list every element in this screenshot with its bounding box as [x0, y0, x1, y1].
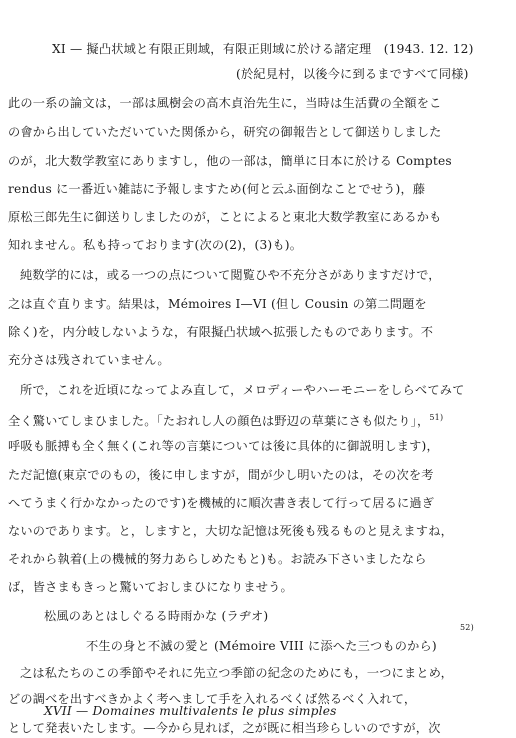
text-span: 全く驚いてしまひました。「たおれし人の顔色は野辺の草葉にさも似たり」， [8, 414, 430, 429]
text-line: のが，北大数学教室にありますし，他の一部は，簡単に日本に於ける Comptes [8, 154, 452, 168]
text-line [8, 410, 443, 429]
text-line: へてうまく行かなかったのです)を機械的に順次書き表して行って居るに過ぎ [8, 496, 435, 510]
subheading-line: (於紀見村，以後今に到るまですべて同様) [236, 67, 469, 81]
text-line: 所で，これを近頃になってよみ直して，メロディーやハーモニーをしらべてみて [20, 383, 465, 397]
text-line: 之は私たちのこの季節やそれに先立つ季節の紀念のためにも，一つにまとめ， [20, 666, 454, 680]
title-line: XVII — Domaines multivalents le plus simples [44, 704, 337, 718]
text-line: それから執着(上の機械的努力あらしめたもと)も。お読み下さいましたなら [8, 552, 427, 566]
text-line: 除く)を，内分岐しないような，有限擬凸状域へ拡張したものであります。不 [8, 325, 434, 339]
verse-line: 不生の身と不滅の愛と (Mémoire VIII に添へた三つものから) [86, 639, 437, 653]
haiku-line: 松風のあとはしぐるる時雨かな (ラヂオ) [44, 609, 269, 623]
text-line: ば，皆さまもきっと驚いておしまひになりませう。 [8, 580, 293, 594]
text-line: の會から出していただいていた関係から，研究の御報告として御送りしました [8, 125, 442, 139]
text-line: 呼吸も脈搏も全く無く(これ等の言葉については後に具体的に御説明します)， [8, 439, 439, 453]
text-line: 之は直ぐ直ります。結果は，Mémoires I—VI (但し Cousin の第二問題を [8, 297, 427, 311]
text-line: 知れません。私も持っております(次の(2)，(3)も)。 [8, 238, 303, 252]
footnote-marker-51: 51) [429, 413, 444, 422]
text-line: ないのであります。と，しますと，大切な記憶は死後も残るものと見えますね， [8, 524, 453, 538]
text-line: 此の一系の論文は，一部は風樹会の高木貞治先生に，当時は生活費の全額をこ [8, 96, 442, 110]
text-line: 原松三郎先生に御送りしましたのが，ことによると東北大数学教室にあるかも [8, 210, 442, 224]
text-line: として発表いたします。—今から見れば，之が既に相当珍らしいのですが，次 [8, 721, 441, 735]
text-line: 充分さは残されていません。 [8, 353, 170, 367]
text-line: rendus に一番近い雑誌に予報しますため(何と云ふ面倒なことでせう)，藤 [8, 182, 426, 196]
heading-line: XI — 擬凸状域と有限正則域，有限正則域に於ける諸定理 (1943. 12. 12) [52, 42, 474, 56]
text-line: ただ記憶(東京でのもの，後に申しますが，間が少し明いたのは，その次を考 [8, 468, 434, 482]
text-line: 純数学的には，或る一つの点について閲覧ひや不充分さがありますだけで， [20, 268, 441, 282]
footnote-marker-52: 52) [460, 623, 474, 632]
text-line: どの調べを出すべきかよく考へまして手を入れるべくば然るべく入れて， [8, 692, 417, 706]
